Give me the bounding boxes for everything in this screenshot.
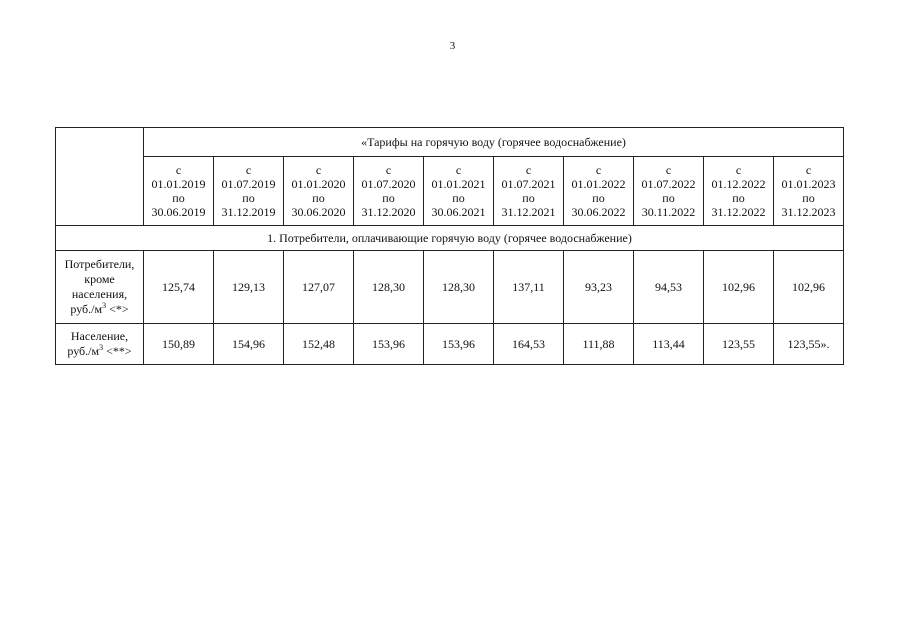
row-label-line: Население,	[70, 329, 129, 343]
period-line: 30.06.2022	[571, 205, 626, 219]
period-line: по	[522, 191, 535, 205]
period-line: по	[382, 191, 395, 205]
page-number: 3	[449, 40, 456, 52]
period-line: с	[805, 163, 812, 177]
period-line: по	[242, 191, 255, 205]
period-line: 01.12.2022	[711, 177, 766, 191]
row-label	[56, 251, 144, 324]
table-row	[56, 324, 844, 365]
period-header	[284, 157, 354, 226]
period-line: с	[735, 163, 742, 177]
period-line: с	[315, 163, 322, 177]
tariff-value: 111,88	[564, 324, 634, 365]
period-line: 01.07.2020	[361, 177, 416, 191]
period-header	[634, 157, 704, 226]
period-line: с	[595, 163, 602, 177]
period-line: с	[665, 163, 672, 177]
row-label	[56, 324, 144, 365]
period-line: 30.11.2022	[641, 205, 696, 219]
period-line: 31.12.2023	[781, 205, 836, 219]
unit-label	[56, 344, 143, 359]
period-header	[704, 157, 774, 226]
corner-cell	[56, 128, 144, 226]
period-line: с	[455, 163, 462, 177]
period-header-row	[56, 157, 844, 226]
period-header	[424, 157, 494, 226]
period-line: 31.12.2020	[361, 205, 416, 219]
row-label-line: населения,	[71, 287, 128, 301]
period-line: по	[802, 191, 815, 205]
period-header	[774, 157, 844, 226]
period-line: по	[312, 191, 325, 205]
section-row	[56, 226, 844, 251]
tariff-value: 137,11	[494, 251, 564, 324]
tariff-value: 125,74	[144, 251, 214, 324]
period-line: 31.12.2021	[501, 205, 556, 219]
table-row	[56, 251, 844, 324]
period-line: 30.06.2019	[151, 205, 206, 219]
period-line: по	[452, 191, 465, 205]
period-header	[354, 157, 424, 226]
period-line: 01.07.2022	[641, 177, 696, 191]
tariff-value: 123,55».	[774, 324, 844, 365]
tariff-value: 94,53	[634, 251, 704, 324]
tariff-value: 93,23	[564, 251, 634, 324]
period-line: 01.01.2022	[571, 177, 626, 191]
tariff-value: 152,48	[284, 324, 354, 365]
tariff-value: 128,30	[354, 251, 424, 324]
period-line: по	[592, 191, 605, 205]
period-line: 30.06.2021	[431, 205, 486, 219]
period-line: 31.12.2019	[221, 205, 276, 219]
tariff-value: 128,30	[424, 251, 494, 324]
tariff-value: 123,55	[704, 324, 774, 365]
period-line: с	[175, 163, 182, 177]
period-header	[494, 157, 564, 226]
tariff-value: 150,89	[144, 324, 214, 365]
period-line: 31.12.2022	[711, 205, 766, 219]
period-line: по	[732, 191, 745, 205]
period-line: с	[525, 163, 532, 177]
unit-text: руб./м	[67, 344, 100, 358]
period-line: 01.07.2019	[221, 177, 276, 191]
row-label-line: кроме	[84, 272, 115, 286]
unit-superscript: 3	[102, 301, 107, 310]
footnote-ref: <**>	[103, 344, 132, 358]
footnote-ref: <*>	[106, 302, 129, 316]
unit-text: руб./м	[70, 302, 103, 316]
period-line: 01.01.2020	[291, 177, 346, 191]
period-line: 01.01.2023	[781, 177, 836, 191]
unit-label	[56, 302, 143, 317]
table-title-row	[56, 128, 844, 157]
tariff-value: 102,96	[704, 251, 774, 324]
period-header	[144, 157, 214, 226]
tariff-value: 153,96	[354, 324, 424, 365]
tariff-value: 113,44	[634, 324, 704, 365]
tariff-table	[55, 127, 844, 365]
table-title: «Тарифы на горячую воду (горячее водоснабжение)	[144, 128, 844, 157]
tariff-value: 153,96	[424, 324, 494, 365]
tariff-value: 127,07	[284, 251, 354, 324]
period-line: по	[662, 191, 675, 205]
period-header	[214, 157, 284, 226]
tariff-value: 129,13	[214, 251, 284, 324]
period-header	[564, 157, 634, 226]
row-label-line: Потребители,	[64, 257, 135, 271]
period-line: 01.01.2019	[151, 177, 206, 191]
period-line: с	[385, 163, 392, 177]
period-line: 01.01.2021	[431, 177, 486, 191]
unit-superscript: 3	[99, 343, 104, 352]
tariff-value: 102,96	[774, 251, 844, 324]
period-line: 01.07.2021	[501, 177, 556, 191]
section-heading: 1. Потребители, оплачивающие горячую воду (горячее водоснабжение)	[56, 226, 844, 251]
tariff-value: 164,53	[494, 324, 564, 365]
period-line: с	[245, 163, 252, 177]
tariff-value: 154,96	[214, 324, 284, 365]
period-line: по	[172, 191, 185, 205]
period-line: 30.06.2020	[291, 205, 346, 219]
